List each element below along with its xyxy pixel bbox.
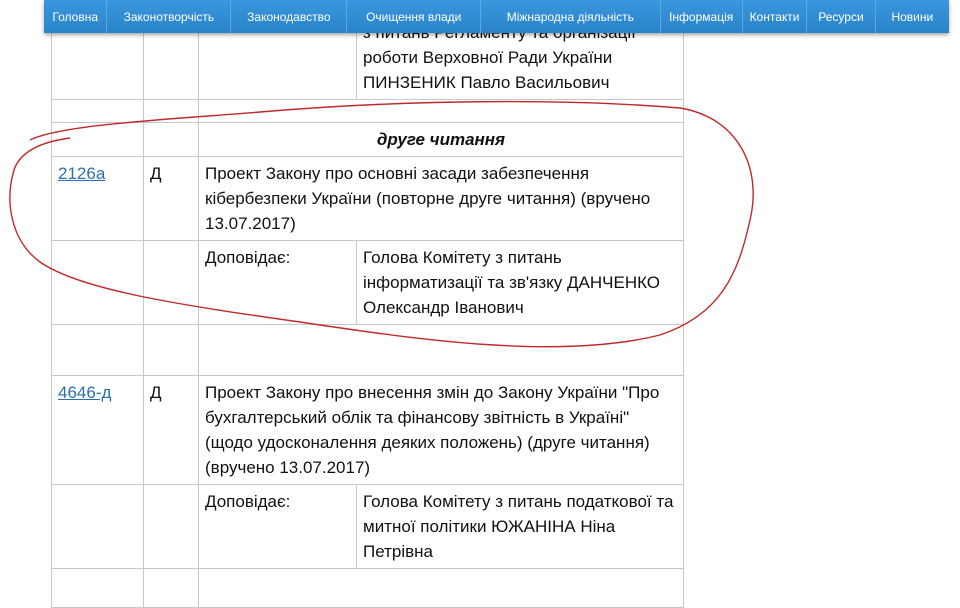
bill-title: Проект Закону про внесення змін до Закону України "Про бухгалтерський облік та фінансову звітність в Україні" (щодо удосконалення деяких положень) (друге читання) (вручено 13.07.2017) bbox=[199, 376, 684, 485]
table-row bbox=[52, 376, 684, 485]
table-row bbox=[52, 485, 684, 569]
nav-lawmaking[interactable]: Законотворчість bbox=[107, 0, 231, 33]
bill-title: Проект Закону про основні засади забезпечення кібербезпеки України (повторне друге читання) (вручено 13.07.2017) bbox=[199, 157, 684, 241]
speaker-name: Голова Комітету з питань податкової та митної політики ЮЖАНІНА Ніна Петрівна bbox=[357, 485, 684, 569]
reading-header: друге читання bbox=[199, 123, 684, 157]
nav-resources[interactable]: Ресурси bbox=[807, 0, 875, 33]
nav-legislation[interactable]: Законодавство bbox=[231, 0, 347, 33]
table-row bbox=[52, 325, 684, 376]
nav-information[interactable]: Інформація bbox=[661, 0, 743, 33]
bill-type: Д bbox=[144, 376, 199, 485]
bill-link-4646d[interactable]: 4646-д bbox=[58, 383, 112, 402]
table-row bbox=[52, 157, 684, 241]
nav-contacts[interactable]: Контакти bbox=[743, 0, 807, 33]
speaker-name: Голова Комітету з питань інформатизації та зв'язку ДАНЧЕНКО Олександр Іванович bbox=[357, 241, 684, 325]
bill-type: Д bbox=[144, 157, 199, 241]
speaker-label: Доповідає: bbox=[199, 485, 357, 569]
table-row bbox=[52, 241, 684, 325]
table-row bbox=[52, 123, 684, 157]
nav-lustration[interactable]: Очищення влади bbox=[347, 0, 481, 33]
agenda-table bbox=[51, 0, 684, 608]
nav-international[interactable]: Міжнародна діяльність bbox=[481, 0, 660, 33]
table-row bbox=[52, 569, 684, 608]
speaker-label: Доповідає: bbox=[199, 241, 357, 325]
nav-home[interactable]: Головна bbox=[44, 0, 107, 33]
bill-link-2126a[interactable]: 2126а bbox=[58, 164, 106, 183]
nav-news[interactable]: Новини bbox=[891, 9, 934, 24]
table-row bbox=[52, 100, 684, 123]
top-navbar bbox=[44, 0, 949, 33]
committee-cell: роботи Верховної Ради України ПИНЗЕНИК Павло Васильович bbox=[357, 0, 684, 100]
